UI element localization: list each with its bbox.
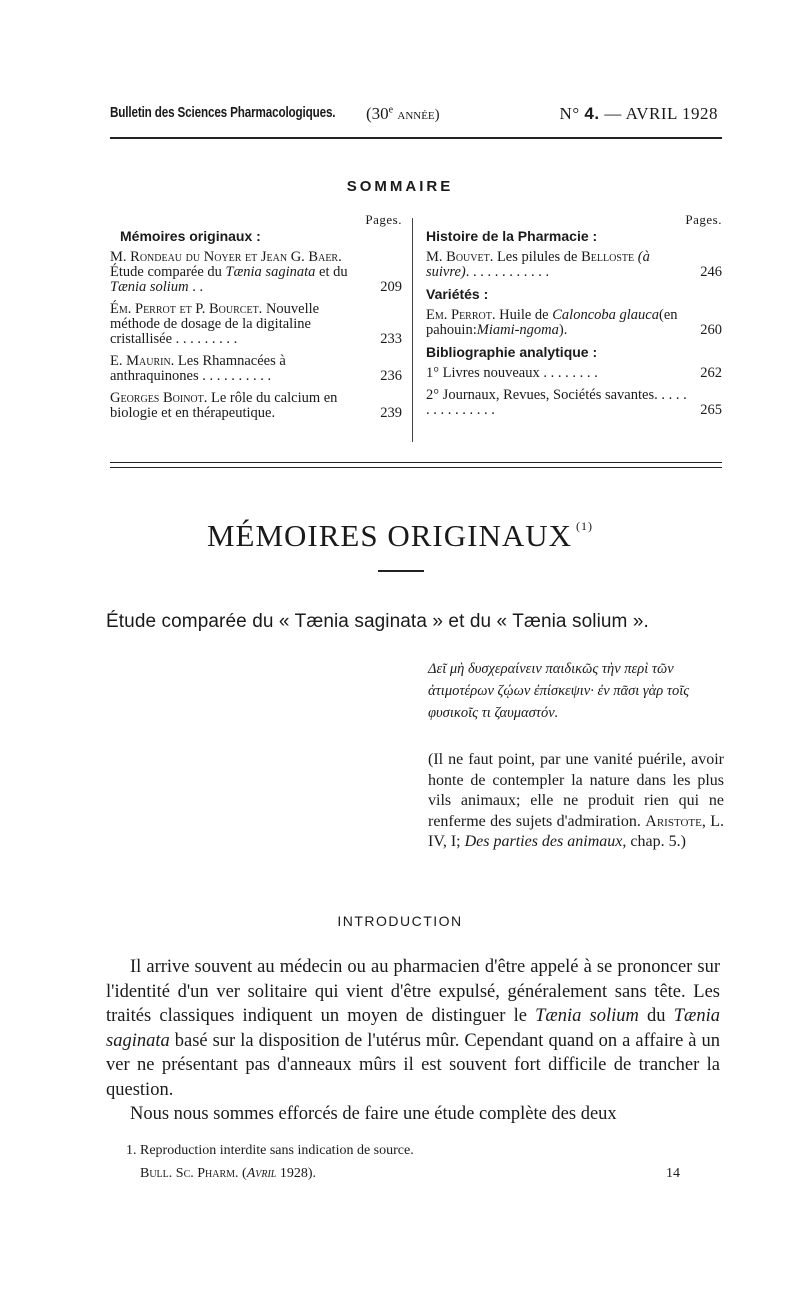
sommaire-title: SOMMAIRE <box>346 178 454 195</box>
double-rule-bottom <box>110 467 722 468</box>
toc-entry: Georges Boinot. Le rôle du calcium en biologie et en thérapeutique. 239 <box>110 390 402 421</box>
toc-entry: Ém. Perrot et P. Bourcet. Nouvelle méthode de dosage de la digitaline cristallisée . . . . . . . . . 233 <box>110 301 402 347</box>
introduction-heading: INTRODUCTION <box>337 913 463 929</box>
toc-page: 209 <box>380 279 402 295</box>
toc-entry: 2° Journaux, Revues, Sociétés savantes. . . . . . . . . . . . . . . 265 <box>426 387 722 418</box>
toc-page: 246 <box>700 264 722 280</box>
toc-section-varietes: Variétés : <box>426 286 489 302</box>
toc-left-column <box>110 212 402 428</box>
toc-entry: E. Maurin. Les Rhamnacées à anthraquinones . . . . . . . . . . 236 <box>110 353 402 384</box>
volume-year: (30e année) <box>366 104 440 123</box>
pages-label: Pages. <box>685 212 722 227</box>
header-rule <box>110 137 722 139</box>
column-divider <box>412 218 413 442</box>
epigraph-translation: (Il ne faut point, par une vanité puérile, avoir honte de contempler la nature dans les plus vils animaux; elle ne produit rien qui ne renferme des sujets d'admiration. Aristote, L. IV, I; Des parties des animaux, chap. 5.) <box>428 751 725 850</box>
footnote: 1. Reproduction interdite sans indication de source. <box>126 1143 414 1158</box>
journal-name: Bulletin des Sciences Pharmacologiques. <box>110 104 336 121</box>
toc-entry: M. Bouvet. Les pilules de Belloste (à suivre). . . . . . . . . . . . 246 <box>426 249 722 280</box>
toc-entry: 1° Livres nouveaux . . . . . . . . 262 <box>426 365 722 381</box>
double-rule-top <box>110 462 722 463</box>
toc-section-bibliographie: Bibliographie analytique : <box>426 344 598 360</box>
pages-label: Pages. <box>365 212 402 227</box>
page-number: 14 <box>666 1166 680 1181</box>
toc-page: 262 <box>700 365 722 381</box>
toc-page: 260 <box>700 322 722 338</box>
toc-section-memoires: Mémoires originaux : <box>120 228 261 244</box>
greek-epigraph: Δεῖ μὴ δυσχεραίνειν παιδικῶς τὴν περὶ τῶν ἀτιμοτέρων ζῴων ἐπίσκεψιν· ἐν πᾶσι γὰρ τοῖς φυσικοῖς τι ζαυμαστόν. <box>428 661 690 721</box>
paragraph: Il arrive souvent au médecin ou au pharmacien d'être appelé à se prononcer sur l'identité d'un ver solitaire qui vient d'être expulsé, généralement sans tête. Les traités classiques indiquent un moyen de distinguer le Tænia solium du Tænia saginata basé sur la disposition de l'utérus mûr. Cependant quand on a affaire à un ver ne présentant pas d'anneaux mûrs il est souvent fort difficile de trancher la question. <box>106 957 721 1100</box>
article-title: Étude comparée du « Tænia saginata » et du « Tænia solium ». <box>106 611 649 632</box>
section-title: MÉMOIRES ORIGINAUX $^{(1)}$ <box>206 518 594 553</box>
toc-page: 239 <box>380 405 402 421</box>
paragraph: Nous nous sommes efforcés de faire une étude complète des deux <box>130 1104 617 1124</box>
toc-page: 236 <box>380 368 402 384</box>
body-text <box>106 955 720 1127</box>
toc-page: 233 <box>380 331 402 347</box>
toc-section-histoire: Histoire de la Pharmacie : <box>426 228 598 244</box>
toc-entry: M. Rondeau du Noyer et Jean G. Baer. Étude comparée du Tænia saginata et du Tænia solium . . 209 <box>110 249 402 295</box>
footnote-marker: (1) <box>576 519 594 533</box>
toc-right-column <box>426 212 722 425</box>
toc-entry: Em. Perrot. Huile de Caloncoba glauca(en pahouin:Miami-ngoma). 260 <box>426 307 722 338</box>
issue-info: N° 4. — AVRIL 1928 <box>559 104 718 123</box>
page-footer <box>140 1166 680 1182</box>
title-rule <box>378 570 424 572</box>
footer-citation: Bull. Sc. Pharm. (Avril 1928). <box>140 1166 317 1181</box>
running-header <box>110 104 720 130</box>
toc-page: 265 <box>700 402 722 418</box>
